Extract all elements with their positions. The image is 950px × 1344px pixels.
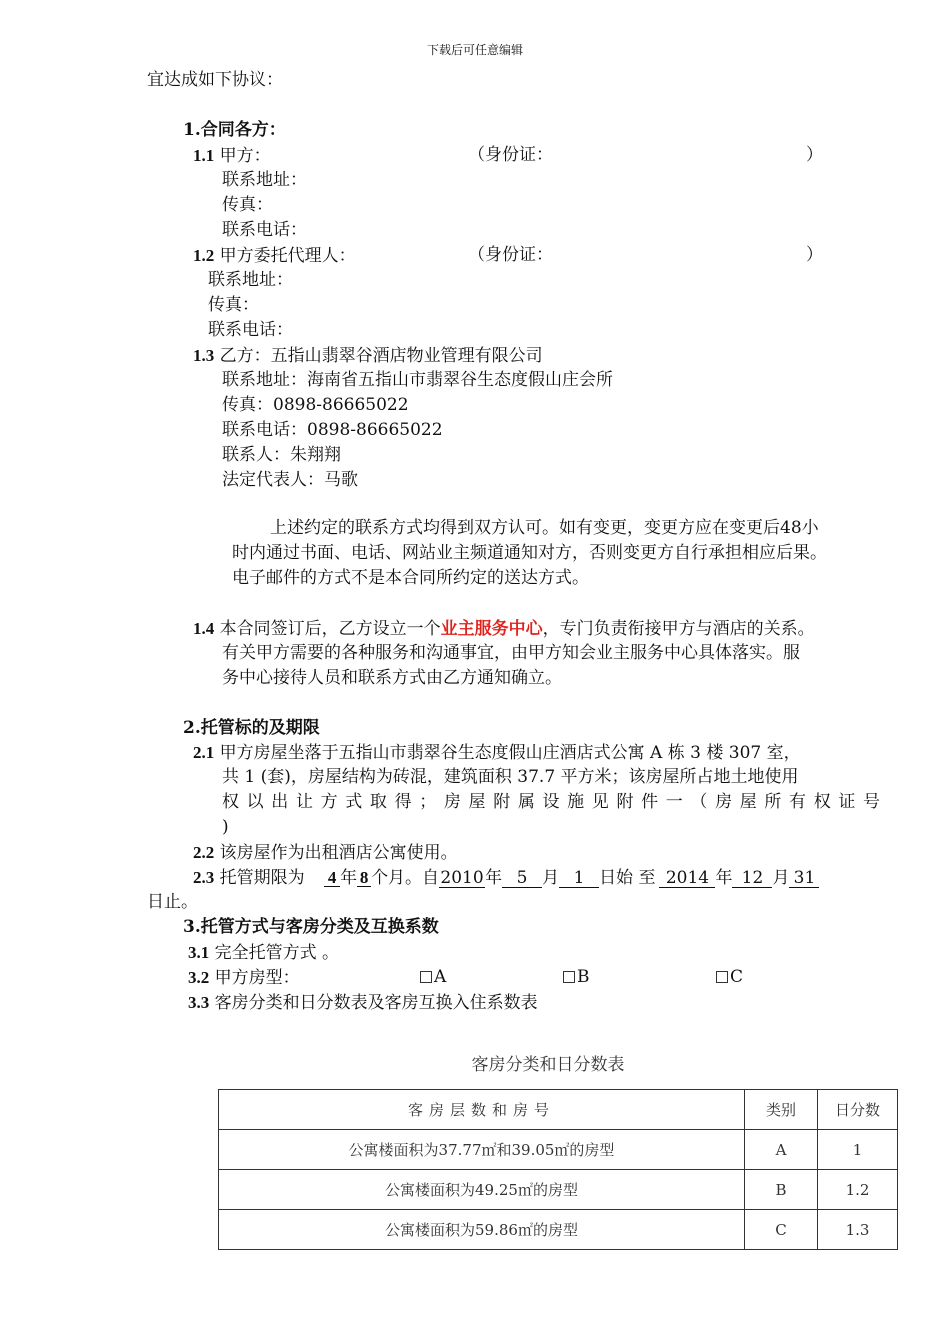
- clause-1-2: [193, 247, 356, 265]
- end-month: 12: [732, 870, 772, 888]
- clause-3-2: [188, 969, 300, 987]
- clause-1-4-post: ，专门负责衔接甲方与酒店的关系。: [542, 619, 815, 639]
- room-desc: 公寓楼面积为37.77㎡和39.05㎡的房型: [219, 1130, 745, 1170]
- clause-3-1: [188, 944, 339, 962]
- agent-id-close: ）: [806, 245, 823, 265]
- party-b-contact: 联系人：朱翔翔: [222, 445, 341, 465]
- room-desc: 公寓楼面积为49.25㎡的房型: [219, 1170, 745, 1210]
- term-tail: 日止。: [147, 892, 198, 912]
- section-3-title: 3.托管方式与客房分类及互换系数: [183, 917, 439, 937]
- clause-2-1-line-1: 甲方房屋坐落于五指山市翡翠谷生态度假山庄酒店式公寓 A 栋 3 楼 307 室，: [219, 743, 801, 763]
- room-type-option-c[interactable]: [716, 969, 743, 986]
- clause-number: 1.1: [193, 146, 215, 165]
- room-category: C: [745, 1210, 818, 1250]
- term-years: 4: [324, 869, 340, 887]
- party-a-fax: 传真：: [222, 195, 273, 215]
- party-a-phone: 联系电话：: [222, 220, 307, 240]
- clause-1-1: [193, 147, 271, 165]
- room-type-option-a[interactable]: [420, 969, 446, 986]
- clause-1-4-pre: 本合同签订后，乙方设立一个: [219, 619, 441, 639]
- header-category: 类别: [745, 1090, 818, 1130]
- clause-number: 2.3: [193, 868, 215, 887]
- clause-1-3: [193, 347, 543, 365]
- start-day-unit: 日始 至: [599, 868, 656, 888]
- clause-2-1-line-3: 权以出让方式取得；房屋附属设施见附件一（房屋所有权证号: [222, 792, 880, 812]
- agent-label: 甲方委托代理人：: [219, 246, 356, 266]
- clause-number: 2.1: [193, 743, 215, 762]
- clause-1-4-line-2: 有关甲方需要的各种服务和沟通事宜，由甲方知会业主服务中心具体落实。服: [222, 643, 800, 663]
- party-b-label: 乙方：五指山翡翠谷酒店物业管理有限公司: [219, 346, 543, 366]
- party-a-id: （身份证：: [468, 145, 553, 165]
- clause-number: 3.3: [188, 993, 210, 1012]
- clause-number: 1.4: [193, 619, 215, 638]
- clause-2-3: [193, 869, 819, 888]
- clause-2-2-text: 该房屋作为出租酒店公寓使用。: [219, 843, 458, 863]
- clause-1-4-line-3: 务中心接待人员和联系方式由乙方通知确立。: [222, 668, 562, 688]
- notice-line-2: 时内通过书面、电话、网站业主频道通知对方，否则变更方自行承担相应后果。: [232, 543, 827, 563]
- room-category: B: [745, 1170, 818, 1210]
- room-score: 1.2: [818, 1170, 898, 1210]
- agent-fax: 传真：: [208, 295, 259, 315]
- term-months-unit: 个月。自: [371, 868, 440, 888]
- section-2-title: 2.托管标的及期限: [183, 718, 320, 738]
- option-label: B: [577, 967, 590, 987]
- header-daily-score: 日分数: [818, 1090, 898, 1130]
- table-header-row: [219, 1090, 898, 1130]
- start-month-unit: 月: [542, 868, 560, 888]
- clause-2-2: [193, 844, 458, 862]
- room-type-option-b[interactable]: [563, 969, 590, 986]
- clause-number: 1.3: [193, 346, 215, 365]
- party-a-id-close: ）: [806, 145, 823, 165]
- clause-3-3-text: 客房分类和日分数表及客房互换入住系数表: [214, 993, 538, 1013]
- notice-line-3: 电子邮件的方式不是本合同所约定的送达方式。: [232, 568, 589, 588]
- table-row: [219, 1130, 898, 1170]
- start-year-unit: 年: [485, 868, 503, 888]
- agent-phone: 联系电话：: [208, 320, 293, 340]
- clause-3-1-text: 完全托管方式 。: [214, 943, 340, 963]
- room-desc: 公寓楼面积为59.86㎡的房型: [219, 1210, 745, 1250]
- owner-service-center-highlight: 业主服务中心: [440, 619, 543, 639]
- party-b-representative: 法定代表人：马歌: [222, 470, 358, 490]
- clause-number: 2.2: [193, 843, 215, 862]
- room-score: 1: [818, 1130, 898, 1170]
- intro-text: 宜达成如下协议：: [147, 70, 283, 90]
- clause-number: 3.2: [188, 968, 210, 987]
- option-label: C: [730, 967, 744, 987]
- checkbox-icon: [563, 971, 575, 983]
- clause-3-3: [188, 994, 538, 1012]
- table-caption: 客房分类和日分数表: [471, 1055, 625, 1074]
- end-month-unit: 月: [772, 868, 790, 888]
- term-year-unit: 年: [340, 868, 358, 888]
- party-b-address: 联系地址：海南省五指山市翡翠谷生态度假山庄会所: [222, 370, 613, 390]
- start-month: 5: [502, 870, 542, 888]
- room-category: A: [745, 1130, 818, 1170]
- end-year-unit: 年: [715, 868, 733, 888]
- room-score: 1.3: [818, 1210, 898, 1250]
- clause-2-1-line-2: 共 1 (套)，房屋结构为砖混，建筑面积 37.7 平方米；该房屋所占地土地使用: [222, 767, 799, 787]
- table-row: [219, 1210, 898, 1250]
- agent-id: （身份证：: [468, 245, 553, 265]
- section-1-title: 1.合同各方：: [183, 120, 286, 140]
- clause-number: 1.2: [193, 246, 215, 265]
- party-a-label: 甲方：: [219, 146, 271, 166]
- header-rooms: 客房层数和房号: [219, 1090, 745, 1130]
- clause-2-1-line-4: ): [222, 817, 229, 837]
- room-score-table: [218, 1089, 898, 1250]
- table-row: [219, 1170, 898, 1210]
- option-label: A: [434, 967, 447, 987]
- checkbox-icon: [716, 971, 728, 983]
- start-day: 1: [559, 870, 599, 888]
- clause-2-1: [193, 744, 801, 762]
- clause-1-4: [193, 620, 815, 638]
- end-day: 31: [789, 870, 819, 888]
- clause-3-2-text: 甲方房型：: [214, 968, 300, 988]
- page-header: 下载后可任意编辑: [426, 43, 523, 57]
- end-year: 2014: [659, 870, 715, 888]
- clause-number: 3.1: [188, 943, 210, 962]
- agent-address: 联系地址：: [208, 270, 293, 290]
- term-months: 8: [357, 869, 371, 887]
- party-b-phone: 联系电话：0898-86665022: [222, 420, 443, 440]
- notice-line-1: 上述约定的联系方式均得到双方认可。如有变更，变更方应在变更后48小: [270, 518, 819, 538]
- checkbox-icon: [420, 971, 432, 983]
- party-a-address: 联系地址：: [222, 170, 307, 190]
- start-year: 2010: [440, 868, 484, 888]
- party-b-fax: 传真：0898-86665022: [222, 395, 409, 415]
- term-pre: 托管期限为: [219, 868, 305, 888]
